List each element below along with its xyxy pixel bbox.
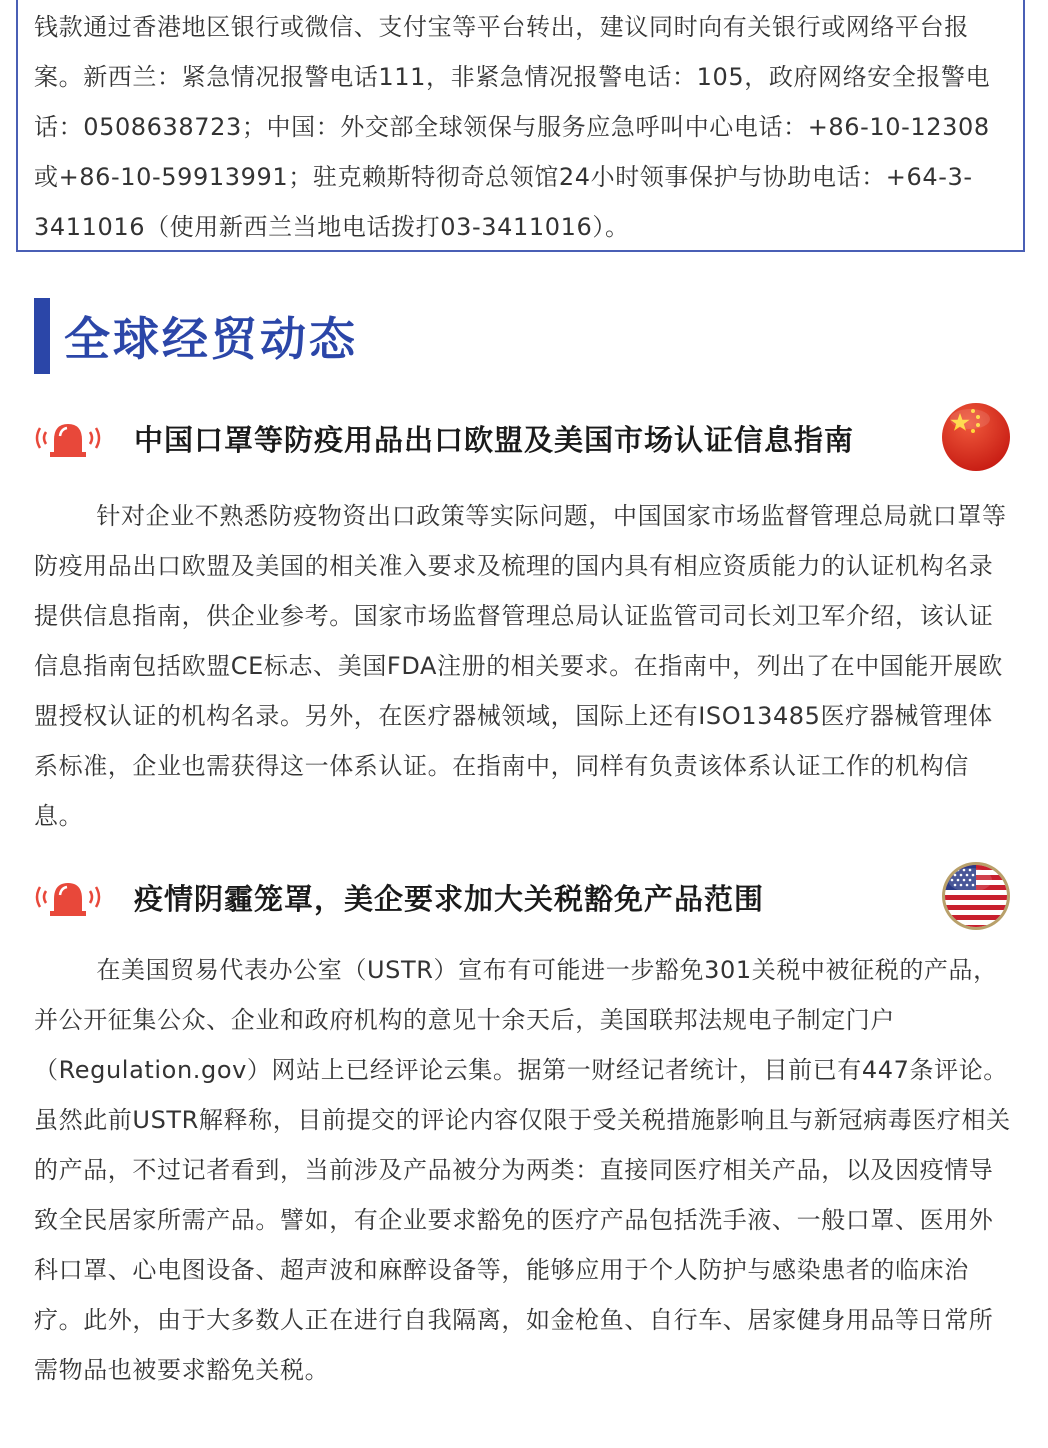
safety-notice-box [16, 0, 1025, 252]
article-2-title: 疫情阴霾笼罩，美企要求加大关税豁免产品范围 [134, 881, 765, 916]
article-2-header [30, 857, 1020, 937]
article-1-title: 中国口罩等防疫用品出口欧盟及美国市场认证信息指南 [134, 422, 855, 457]
section-header [34, 298, 358, 374]
safety-notice-text: 钱款通过香港地区银行或微信、支付宝等平台转出，建议同时向有关银行或网络平台报案。新西兰：紧急情况报警电话111，非紧急情况报警电话：105，政府网络安全报警电话：0508638723；中国：外交部全球领保与服务应急呼叫中心电话：+86-10-12308或+86-10-59913991；驻克赖斯特彻奇总领馆24小时领事保护与协助电话：+64-3-3411016（使用新西兰当地电话拨打03-3411016）。 [34, 13, 991, 241]
usa-flag-icon [940, 860, 1012, 932]
alarm-bell-icon [30, 414, 106, 462]
section-title: 全球经贸动态 [64, 312, 358, 366]
section-accent-bar [34, 298, 50, 374]
article-1-body: 针对企业不熟悉防疫物资出口政策等实际问题，中国国家市场监督管理总局就口罩等防疫用品出口欧盟及美国的相关准入要求及梳理的国内具有相应资质能力的认证机构名录提供信息指南，供企业参考。国家市场监督管理总局认证监管司司长刘卫军介绍，该认证信息指南包括欧盟CE标志、美国FDA注册的相关要求。在指南中，列出了在中国能开展欧盟授权认证的机构名录。另外，在医疗器械领域，国际上还有ISO13485医疗器械管理体系标准，企业也需获得这一体系认证。在指南中，同样有负责该体系认证工作的机构信息。 [34, 502, 1007, 830]
alarm-bell-icon [30, 873, 106, 921]
china-flag-icon [940, 401, 1012, 473]
article-2-body: 在美国贸易代表办公室（USTR）宣布有可能进一步豁免301关税中被征税的产品，并公开征集公众、企业和政府机构的意见十余天后，美国联邦法规电子制定门户（Regulation.gov）网站上已经评论云集。据第一财经记者统计，目前已有447条评论。虽然此前USTR解释称，目前提交的评论内容仅限于受关税措施影响且与新冠病毒医疗相关的产品，不过记者看到，当前涉及产品被分为两类：直接同医疗相关产品，以及因疫情导致全民居家所需产品。譬如，有企业要求豁免的医疗产品包括洗手液、一般口罩、医用外科口罩、心电图设备、超声波和麻醉设备等，能够应用于个人防护与感染患者的临床治疗。此外，由于大多数人正在进行自我隔离，如金枪鱼、自行车、居家健身用品等日常所需物品也被要求豁免关税。 [34, 956, 1011, 1384]
article-1-header [30, 398, 1020, 478]
